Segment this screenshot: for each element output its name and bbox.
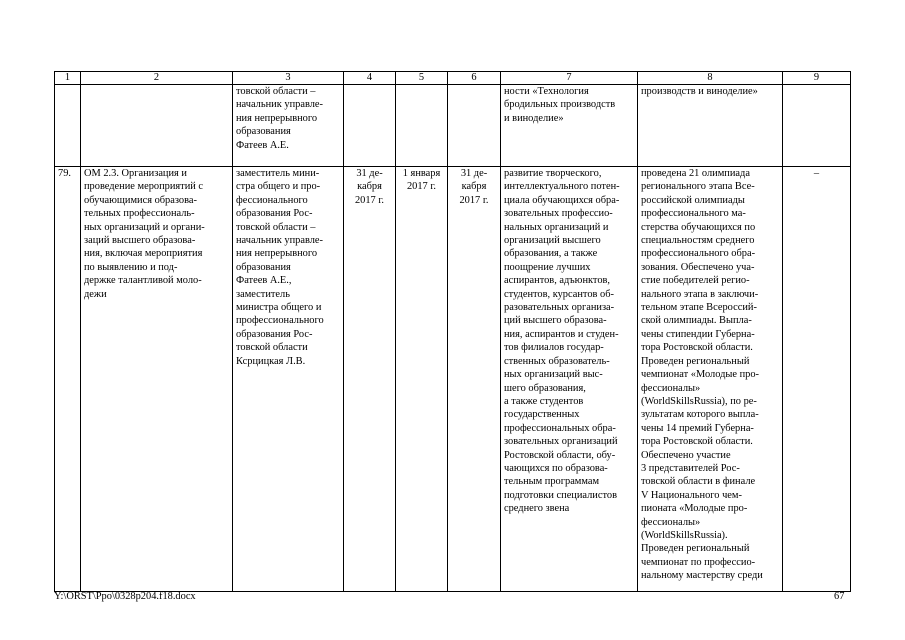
text-line: Фатеев А.Е., bbox=[236, 275, 292, 287]
col-header-4: 4 bbox=[344, 72, 396, 85]
text-line: пионата «Молодые про- bbox=[641, 503, 748, 515]
cont-cell-2 bbox=[81, 85, 233, 167]
text-line: шего образования, bbox=[504, 382, 586, 394]
text-line: нального этапа в заключи- bbox=[641, 288, 759, 300]
text-line: дежи bbox=[84, 288, 107, 300]
text-line: начальник управле- bbox=[236, 99, 323, 111]
text-line: чающихся по образова- bbox=[504, 462, 608, 474]
measure-name bbox=[81, 167, 233, 592]
text-line: Фатеев А.Е. bbox=[236, 139, 289, 151]
text-line: разовательных организа- bbox=[504, 302, 615, 314]
text-line: 2017 г. bbox=[459, 194, 489, 206]
text-line: тора Ростовской области. bbox=[641, 436, 753, 448]
text-line: среднего звена bbox=[504, 503, 570, 515]
text-line: фессионалы» bbox=[641, 382, 701, 394]
text-line: ности «Технология bbox=[504, 86, 589, 97]
problems-cell: – bbox=[783, 167, 851, 592]
col-header-5: 5 bbox=[396, 72, 448, 85]
text-line: интеллектуального потен- bbox=[504, 181, 620, 193]
text-line: товской области – bbox=[236, 221, 316, 233]
text-line: (WorldSkillsRussia). bbox=[641, 529, 728, 541]
cont-cell-expected-result bbox=[501, 85, 638, 167]
text-line: товской области – bbox=[236, 86, 316, 97]
text-line: развитие творческого, bbox=[504, 168, 602, 179]
text-line: чемпионат по профессио- bbox=[641, 556, 756, 568]
text-line: зультатам которого выпла- bbox=[641, 409, 759, 421]
text-line: подготовки специалистов bbox=[504, 489, 617, 501]
text-line: тельных профессиональ- bbox=[84, 208, 195, 220]
text-line: чены 14 премий Губерна- bbox=[641, 422, 754, 434]
text-line: регионального этапа Все- bbox=[641, 181, 755, 193]
text-line: по выявлению и под- bbox=[84, 261, 178, 273]
text-line: Проведен региональный bbox=[641, 543, 750, 555]
text-line: фессионалы» bbox=[641, 516, 701, 528]
text-line: ния непрерывного bbox=[236, 248, 318, 260]
header-row bbox=[55, 72, 851, 85]
text-line: проведена 21 олимпиада bbox=[641, 168, 750, 179]
text-line: профессионального обра- bbox=[641, 248, 756, 260]
col-header-3: 3 bbox=[233, 72, 344, 85]
text-line: нальному мастерству среди bbox=[641, 570, 763, 582]
text-line: кабря bbox=[357, 181, 382, 193]
text-line: заместитель bbox=[236, 288, 290, 300]
text-line: Обеспечено участие bbox=[641, 449, 731, 461]
text-line: зовательных организаций bbox=[504, 436, 618, 448]
text-line: и виноделие» bbox=[504, 112, 564, 124]
actual-result bbox=[638, 167, 783, 592]
text-line: зования. Обеспечено уча- bbox=[641, 261, 755, 273]
text-line: 2017 г. bbox=[354, 194, 385, 206]
text-line: тов филиалов государ- bbox=[504, 342, 604, 354]
text-line: производств и виноделие» bbox=[641, 86, 758, 97]
text-line: 3 представителей Рос- bbox=[641, 462, 740, 474]
text-line: заместитель мини- bbox=[236, 168, 320, 179]
text-line: министра общего и bbox=[236, 302, 322, 314]
text-line: Проведен региональный bbox=[641, 355, 750, 367]
text-line: ния, включая мероприятия bbox=[84, 248, 203, 260]
text-line: ОМ 2.3. Организация и bbox=[84, 168, 187, 179]
text-line: кабря bbox=[461, 181, 487, 193]
text-line: начальник управле- bbox=[236, 235, 323, 247]
text-line: ных организаций и органи- bbox=[84, 221, 205, 233]
text-line: организаций высшего bbox=[504, 235, 601, 247]
text-line: студентов, курсантов об- bbox=[504, 288, 614, 300]
table-row bbox=[55, 167, 851, 592]
text-line: профессионального ма- bbox=[641, 208, 746, 220]
text-line: (WorldSkillsRussia), по ре- bbox=[641, 395, 757, 407]
actual-end-date bbox=[448, 167, 501, 592]
text-line: ных организаций выс- bbox=[504, 369, 603, 381]
text-line: стра общего и про- bbox=[236, 181, 321, 193]
text-line: профессионального bbox=[236, 315, 324, 327]
cont-cell-5 bbox=[396, 85, 448, 167]
text-line: профессиональных обра- bbox=[504, 422, 616, 434]
text-line: товской области в финале bbox=[641, 476, 756, 488]
text-line: а также студентов bbox=[504, 395, 584, 407]
text-line: 1 января bbox=[402, 168, 441, 179]
text-line: ния, аспирантов и студен- bbox=[504, 328, 619, 340]
responsible-persons bbox=[233, 167, 344, 592]
text-line: российской олимпиады bbox=[641, 194, 745, 206]
text-line: образования bbox=[236, 261, 291, 273]
col-header-7: 7 bbox=[501, 72, 638, 85]
text-line: ственных образователь- bbox=[504, 355, 610, 367]
text-line: циала обучающихся обра- bbox=[504, 194, 620, 206]
cont-cell-responsible bbox=[233, 85, 344, 167]
cont-cell-actual-result bbox=[638, 85, 783, 167]
text-line: V Национального чем- bbox=[641, 489, 742, 501]
text-line: тельном этапе Всероссий- bbox=[641, 302, 757, 314]
text-line: образования Рос- bbox=[236, 328, 313, 340]
cont-cell-9 bbox=[783, 85, 851, 167]
text-line: тельным программам bbox=[504, 476, 600, 488]
text-line: 31 де- bbox=[356, 168, 383, 179]
text-line: ния непрерывного bbox=[236, 112, 318, 124]
text-line: стерства обучающихся по bbox=[641, 221, 756, 233]
text-line: Ростовской области, обу- bbox=[504, 449, 616, 461]
text-line: фессионального bbox=[236, 194, 308, 206]
text-line: образования bbox=[236, 126, 291, 138]
cont-cell-6 bbox=[448, 85, 501, 167]
text-line: товской области bbox=[236, 342, 308, 354]
planned-end-date bbox=[344, 167, 396, 592]
col-header-1: 1 bbox=[55, 72, 81, 85]
text-line: аспирантов, адъюнктов, bbox=[504, 275, 611, 287]
text-line: тора Ростовской области. bbox=[641, 342, 753, 354]
text-line: держке талантливой моло- bbox=[84, 275, 202, 287]
text-line: Ксрцицкая Л.В. bbox=[236, 355, 306, 367]
expected-result bbox=[501, 167, 638, 592]
text-line: чемпионат «Молодые про- bbox=[641, 369, 759, 381]
cont-cell-1 bbox=[55, 85, 81, 167]
cont-cell-4 bbox=[344, 85, 396, 167]
page-number: 67 bbox=[834, 591, 845, 602]
text-line: проведение мероприятий с bbox=[84, 181, 204, 193]
text-line: образования Рос- bbox=[236, 208, 313, 220]
continuation-row bbox=[55, 85, 851, 167]
text-line: нальных организаций и bbox=[504, 221, 609, 233]
text-line: ской олимпиады. Выпла- bbox=[641, 315, 752, 327]
text-line: ций высшего образова- bbox=[504, 315, 607, 327]
col-header-2: 2 bbox=[81, 72, 233, 85]
text-line: специальностям среднего bbox=[641, 235, 755, 247]
footer-file-path: Y:\ORST\Ppo\0328p204.f18.docx bbox=[54, 591, 196, 602]
col-header-8: 8 bbox=[638, 72, 783, 85]
row-number: 79. bbox=[55, 167, 81, 592]
text-line: заций высшего образова- bbox=[84, 235, 196, 247]
actual-start-date bbox=[396, 167, 448, 592]
text-line: 31 де- bbox=[460, 168, 488, 179]
text-line: обучающимися образова- bbox=[84, 194, 197, 206]
col-header-6: 6 bbox=[448, 72, 501, 85]
text-line: чены стипендии Губерна- bbox=[641, 328, 755, 340]
text-line: поощрение лучших bbox=[504, 261, 591, 273]
text-line: бродильных производств bbox=[504, 99, 616, 111]
text-line: образования, а также bbox=[504, 248, 598, 260]
text-line: стие победителей регио- bbox=[641, 275, 750, 287]
text-line: 2017 г. bbox=[406, 181, 437, 193]
text-line: государственных bbox=[504, 409, 580, 421]
document-table bbox=[54, 71, 851, 592]
col-header-9: 9 bbox=[783, 72, 851, 85]
text-line: зовательных профессио- bbox=[504, 208, 613, 220]
